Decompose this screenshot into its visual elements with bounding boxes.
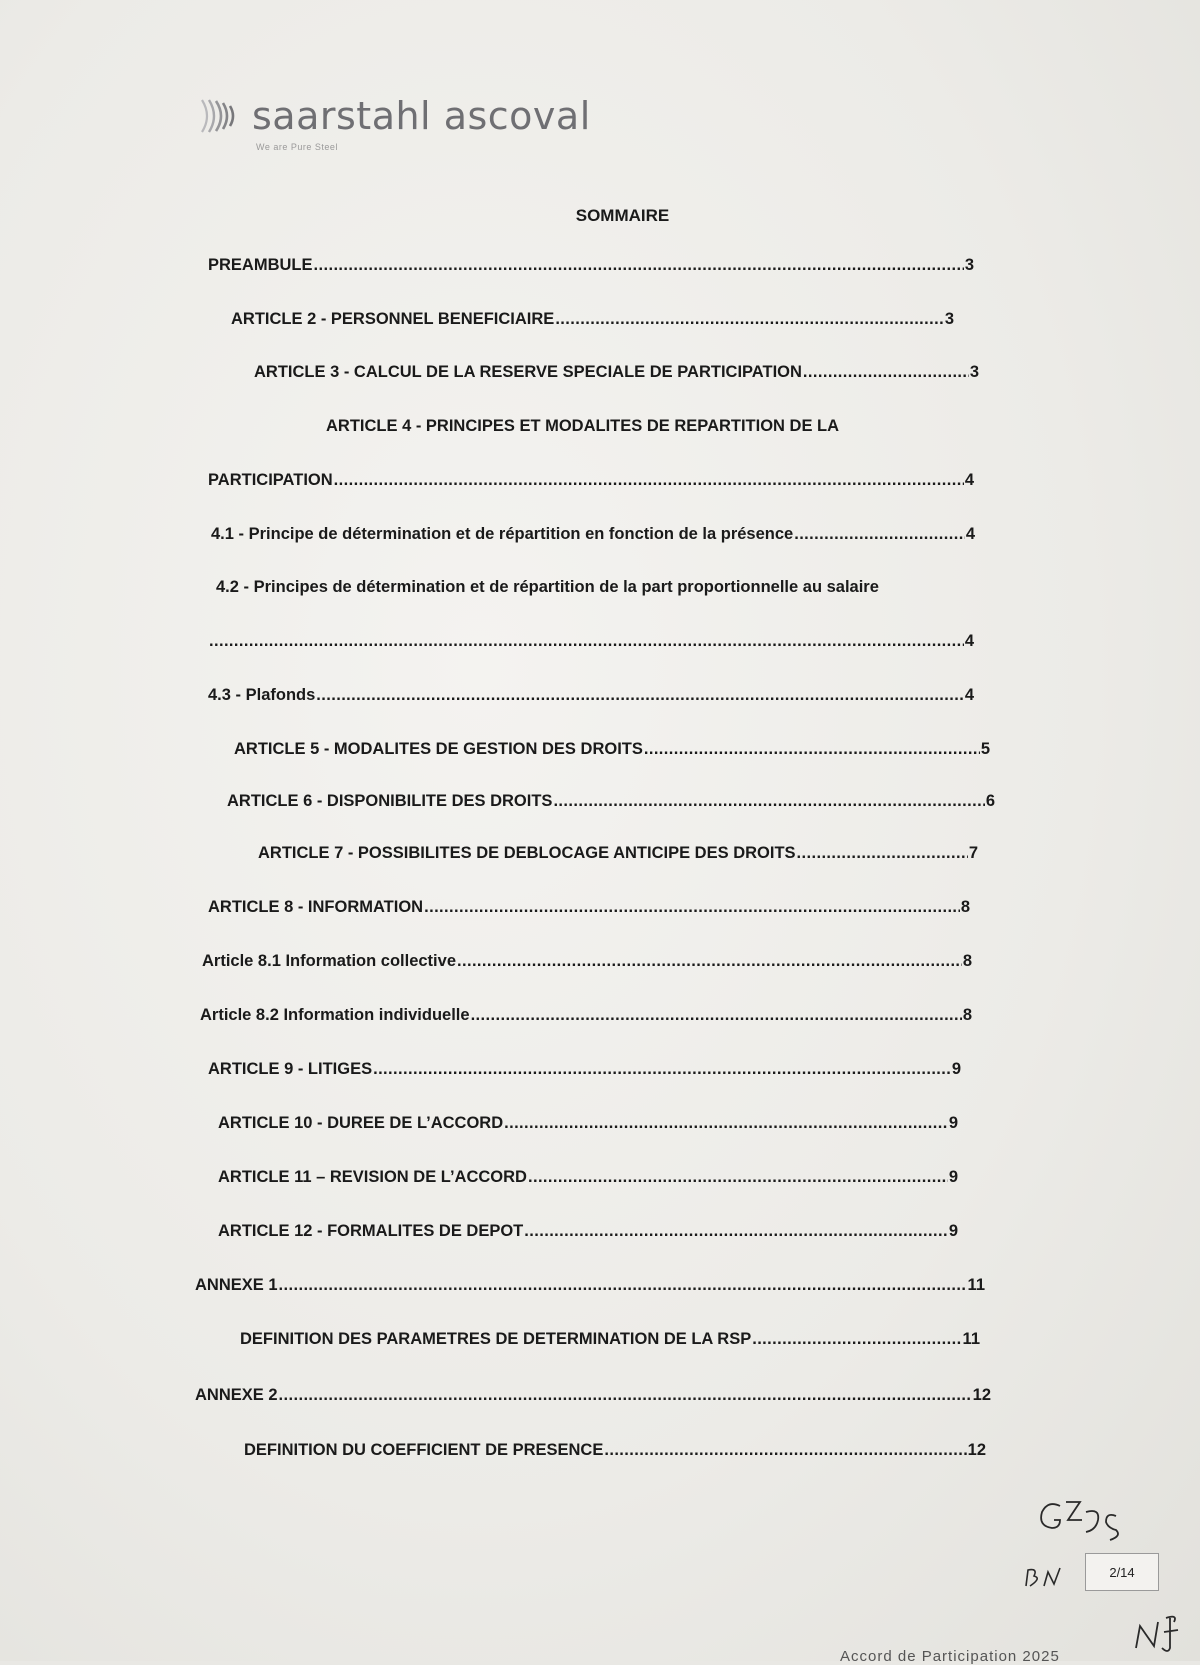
handwritten-initials-nf [1130,1608,1190,1656]
handwritten-initials-bn [1020,1560,1070,1594]
footer-text: Accord de Participation 2025 [840,1648,1060,1665]
toc-entry-4-1: 4.1 - Principe de détermination et de répartition en fonction de la présence ..... 4 [211,525,975,544]
company-logo [196,92,591,140]
toc-entry-article-2: ARTICLE 2 - PERSONNEL BENEFICIAIRE ..... 3 [231,310,954,329]
logo-wordmark: saarstahl ascoval [252,94,591,138]
toc-entry-article-7: ARTICLE 7 - POSSIBILITES DE DEBLOCAGE ANTICIPE DES DROITS ..... 7 [258,844,978,863]
toc-entry-article-11: ARTICLE 11 – REVISION DE L’ACCORD ..... 9 [218,1168,958,1187]
toc-entry-article-3: ARTICLE 3 - CALCUL DE LA RESERVE SPECIALE DE PARTICIPATION ..... 3 [254,363,979,382]
toc-title: SOMMAIRE [575,206,670,225]
toc-entry-annexe-1-definition: DEFINITION DES PARAMETRES DE DETERMINATION DE LA RSP ..... 11 [240,1330,980,1349]
toc-entry-article-12: ARTICLE 12 - FORMALITES DE DEPOT ..... 9 [218,1222,958,1241]
toc-entry-article-8: ARTICLE 8 - INFORMATION ..... 8 [208,898,970,917]
toc-entry-4-3: 4.3 - Plafonds ..... 4 [208,686,974,705]
toc-entry-annexe-2: ANNEXE 2 ..... 12 [195,1386,991,1405]
toc-entry-4-2: 4.2 - Principes de détermination et de répartition de la part proportionnelle au salaire [216,578,879,596]
toc-entry-annexe-1: ANNEXE 1 ..... 11 [195,1276,985,1295]
toc-entry-article-8-1: Article 8.1 Information collective ..... 8 [202,952,972,971]
toc-entry-article-6: ARTICLE 6 - DISPONIBILITE DES DROITS ..... 6 [227,792,995,811]
toc-entry-article-4: ARTICLE 4 - PRINCIPES ET MODALITES DE REPARTITION DE LA [326,417,840,435]
toc-entry-preambule: PREAMBULE ..... 3 [208,256,974,275]
toc-entry-article-8-2: Article 8.2 Information individuelle ..... 8 [200,1006,972,1025]
toc-entry-article-5: ARTICLE 5 - MODALITES DE GESTION DES DROITS ..... 5 [234,740,990,759]
logo-waves-icon [196,92,248,140]
toc-entry-4-2-page: ..... 4 [208,632,974,651]
toc-entry-article-9: ARTICLE 9 - LITIGES ..... 9 [208,1060,961,1079]
page-number-badge: 2/14 [1085,1553,1159,1591]
toc-entry-annexe-2-definition: DEFINITION DU COEFFICIENT DE PRESENCE ..... 12 [244,1441,986,1460]
handwritten-initials-gzds [1030,1490,1130,1546]
toc-entry-participation: PARTICIPATION ..... 4 [208,471,974,490]
toc-entry-article-10: ARTICLE 10 - DUREE DE L’ACCORD ..... 9 [218,1114,958,1133]
logo-tagline: We are Pure Steel [256,142,338,152]
